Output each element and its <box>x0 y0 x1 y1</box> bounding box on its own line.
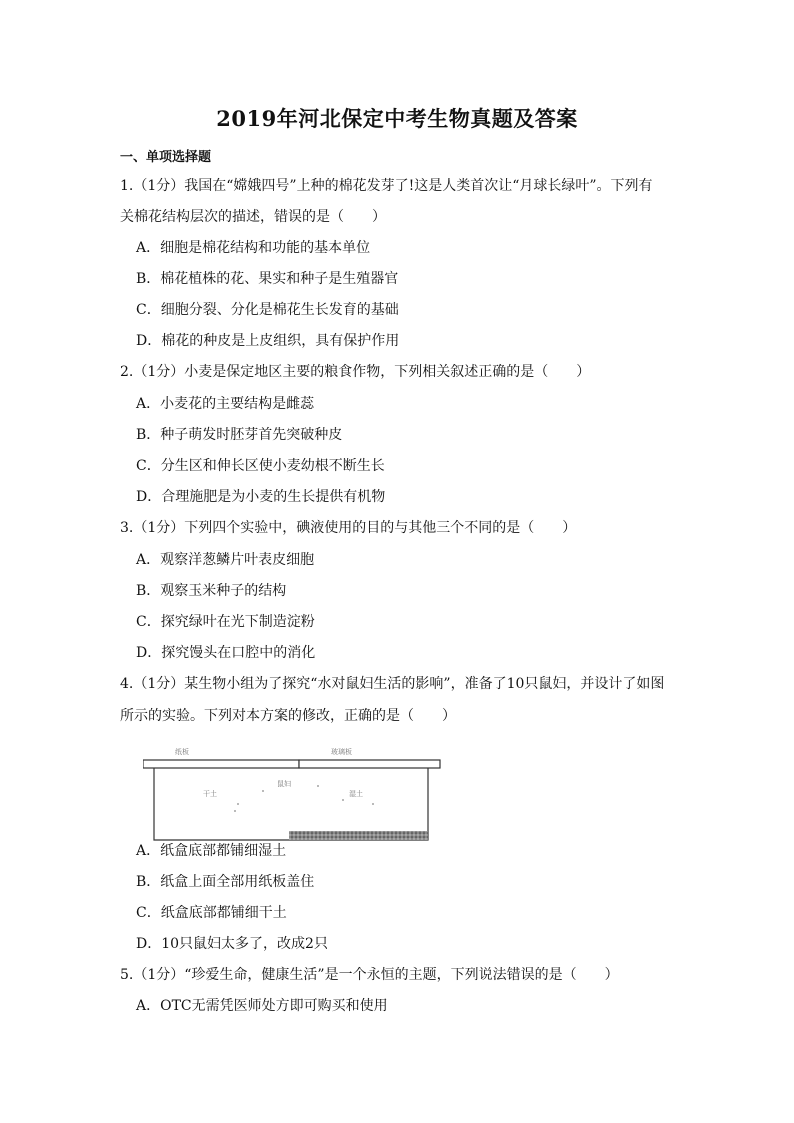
woodlouse-mark <box>237 803 239 805</box>
label-woodlouse: 鼠妇 <box>277 780 291 788</box>
question-1-option-d: D．棉花的种皮是上皮组织，具有保护作用 <box>136 333 400 349</box>
label-moist-soil: 湿土 <box>349 790 363 798</box>
question-2-stem: 2.（1分）小麦是保定地区主要的粮食作物，下列相关叙述正确的是（ ） <box>120 364 591 380</box>
label-dry-soil: 干土 <box>203 790 217 798</box>
question-3-option-a: A．观察洋葱鳞片叶表皮细胞 <box>136 552 315 568</box>
section-heading: 一、单项选择题 <box>120 150 212 165</box>
woodlouse-mark <box>317 785 319 787</box>
question-4-option-c: C．纸盒底部都铺细干土 <box>136 905 287 921</box>
question-4-option-a: A．纸盒底部都铺细湿土 <box>136 843 287 859</box>
label-paper-board: 纸板 <box>175 748 189 756</box>
question-2-option-b: B．种子萌发时胚芽首先突破种皮 <box>136 427 343 443</box>
question-1-option-c: C．细胞分裂、分化是棉花生长发育的基础 <box>136 302 399 318</box>
paper-board-cover <box>143 760 299 768</box>
experiment-figure <box>143 744 441 844</box>
question-2-option-a: A．小麦花的主要结构是雌蕊 <box>136 396 315 412</box>
question-4-stem-line-1: 4.（1分）某生物小组为了探究“水对鼠妇生活的影响”，准备了10只鼠妇，并设计了如图 <box>120 676 665 692</box>
question-4-option-d: D．10只鼠妇太多了，改成2只 <box>136 936 328 952</box>
question-1-stem-line-1: 1.（1分）我国在“嫦娥四号”上种的棉花发芽了!这是人类首次让“月球长绿叶”。下列有 <box>120 178 653 194</box>
paper-box <box>154 768 428 840</box>
moist-soil-layer <box>289 831 428 840</box>
question-3-option-d: D．探究馒头在口腔中的消化 <box>136 645 316 661</box>
question-3-option-b: B．观察玉米种子的结构 <box>136 583 287 599</box>
woodlouse-mark <box>262 790 264 792</box>
question-4-stem-line-2: 所示的实验。下列对本方案的修改，正确的是（ ） <box>120 708 456 724</box>
question-1-option-a: A．细胞是棉花结构和功能的基本单位 <box>136 240 371 256</box>
question-3-option-c: C．探究绿叶在光下制造淀粉 <box>136 614 315 630</box>
glass-board-cover <box>299 760 440 768</box>
question-2-option-d: D．合理施肥是为小麦的生长提供有机物 <box>136 489 386 505</box>
label-glass-board: 玻璃板 <box>331 748 352 756</box>
woodlouse-mark <box>234 810 236 812</box>
woodlouse-mark <box>372 803 374 805</box>
woodlouse-mark <box>342 799 344 801</box>
question-5-option-a: A．OTC无需凭医师处方即可购买和使用 <box>136 998 388 1014</box>
question-4-option-b: B．纸盒上面全部用纸板盖住 <box>136 874 315 890</box>
question-2-option-c: C．分生区和伸长区使小麦幼根不断生长 <box>136 458 385 474</box>
page-title: 2019年河北保定中考生物真题及答案 <box>216 106 578 131</box>
question-1-option-b: B．棉花植株的花、果实和种子是生殖器官 <box>136 271 399 287</box>
question-1-stem-line-2: 关棉花结构层次的描述，错误的是（ ） <box>120 209 386 225</box>
question-5-stem: 5.（1分）“珍爱生命，健康生活”是一个永恒的主题，下列说法错误的是（ ） <box>120 967 619 983</box>
question-3-stem: 3.（1分）下列四个实验中，碘液使用的目的与其他三个不同的是（ ） <box>120 520 577 536</box>
